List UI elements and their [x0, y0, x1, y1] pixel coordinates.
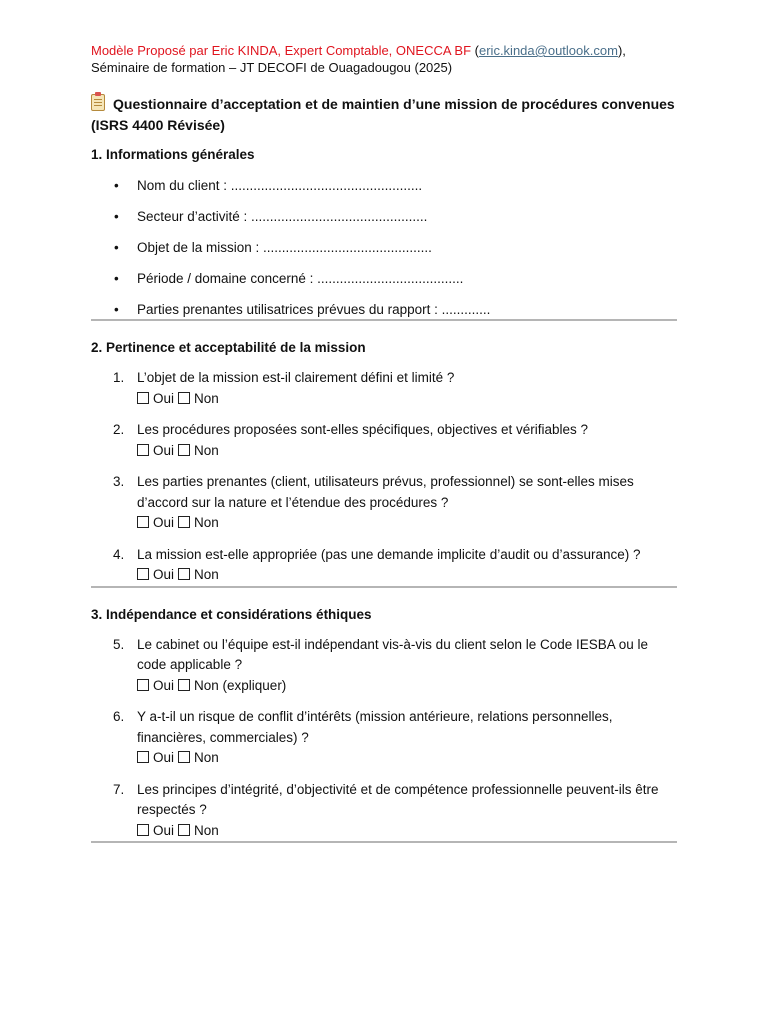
question-item: [91, 707, 677, 769]
question-text: La mission est-elle appropriée (pas une demande implicite d’audit ou d’assurance) ?: [137, 546, 641, 562]
checkbox-yes[interactable]: [137, 824, 149, 836]
document-title: [91, 94, 677, 136]
option-no-label: Non: [194, 515, 219, 530]
checkbox-no[interactable]: [178, 751, 190, 763]
question-text: Le cabinet ou l’équipe est-il indépendant vis-à-vis du client selon le Code IESBA ou le code applicable ?: [137, 636, 649, 672]
question-text: Les parties prenantes (client, utilisateurs prévus, professionnel) se sont-elles mises d’accord sur la nature et l’étendue des procédures ?: [137, 474, 634, 510]
question-number: 6.: [113, 709, 125, 724]
checkbox-yes[interactable]: [137, 444, 149, 456]
answer-options: [137, 676, 677, 697]
section-general-info: [91, 146, 677, 319]
question-item: [91, 545, 677, 586]
section-relevance: [91, 339, 677, 586]
question-number: 7.: [113, 781, 125, 797]
section-divider: [91, 841, 677, 843]
option-yes-label: Oui: [153, 442, 175, 458]
answer-options: [137, 389, 677, 410]
section-divider: [91, 319, 677, 321]
section-divider: [91, 586, 677, 588]
question-text: L’objet de la mission est-il clairement défini et limité ?: [137, 370, 455, 385]
answer-options: [137, 748, 677, 769]
checkbox-yes[interactable]: [137, 516, 149, 528]
header-paren-open: (: [471, 43, 479, 58]
section-2-heading: 2. Pertinence et acceptabilité de la mission: [91, 340, 366, 355]
checkbox-no[interactable]: [178, 444, 190, 456]
checkbox-yes[interactable]: [137, 568, 149, 580]
answer-options: [137, 441, 677, 462]
question-number: 5.: [113, 636, 125, 652]
header-paren-close: ),: [617, 43, 626, 58]
question-number: 2.: [113, 422, 125, 437]
list-item: • Période / domaine concerné : .......................................: [91, 270, 677, 288]
question-number: 1.: [113, 370, 125, 385]
list-item: • Nom du client : ...................................................: [91, 177, 677, 195]
document-page: [91, 42, 677, 843]
header-author: Modèle Proposé par Eric KINDA, Expert Comptable, ONECCA BF: [91, 43, 472, 58]
title-text: Questionnaire d’acceptation et de maintien d’une mission de procédures convenues (ISRS 4400 Révisée): [91, 96, 675, 133]
option-no-label: Non: [194, 750, 219, 765]
question-text: Y a-t-il un risque de conflit d’intérêts (mission antérieure, relations personnelles, financières, commerciales) ?: [137, 709, 613, 745]
question-text: Les principes d’intégrité, d’objectivité et de compétence professionnelle peuvent-ils être respectés ?: [137, 781, 659, 817]
checkbox-no[interactable]: [178, 516, 190, 528]
author-email-link[interactable]: eric.kinda@outlook.com: [479, 43, 618, 58]
checkbox-yes[interactable]: [137, 392, 149, 404]
question-item: [91, 472, 677, 534]
option-yes-label: Oui: [153, 750, 175, 765]
option-no-label: Non: [194, 442, 219, 458]
option-yes-label: Oui: [153, 677, 175, 693]
question-text: Les procédures proposées sont-elles spécifiques, objectives et vérifiables ?: [137, 422, 588, 437]
option-no-label: Non: [194, 677, 219, 693]
question-item: [91, 420, 677, 461]
header-seminar: Séminaire de formation – JT DECOFI de Ouagadougou (2025): [91, 60, 453, 75]
list-item: • Parties prenantes utilisatrices prévues du rapport : .............: [91, 301, 677, 319]
option-yes-label: Oui: [153, 390, 175, 406]
relevance-questions: [91, 368, 677, 586]
question-number: 4.: [113, 546, 125, 562]
option-yes-label: Oui: [153, 822, 175, 838]
answer-options: [137, 821, 677, 842]
clipboard-icon: [91, 94, 105, 111]
option-no-suffix: (expliquer): [218, 677, 287, 693]
option-no-label: Non: [194, 567, 219, 582]
checkbox-no[interactable]: [178, 568, 190, 580]
checkbox-no[interactable]: [178, 824, 190, 836]
option-no-label: Non: [194, 822, 219, 838]
question-item: [91, 368, 677, 409]
section-independence: [91, 606, 677, 842]
question-item: [91, 780, 677, 842]
option-no-label: Non: [194, 390, 219, 406]
independence-questions: [91, 635, 677, 842]
question-number: 3.: [113, 474, 125, 489]
document-header: [91, 42, 677, 76]
answer-options: [137, 513, 677, 534]
checkbox-yes[interactable]: [137, 679, 149, 691]
general-info-list: [91, 177, 677, 319]
checkbox-no[interactable]: [178, 679, 190, 691]
checkbox-no[interactable]: [178, 392, 190, 404]
answer-options: [137, 565, 677, 586]
option-yes-label: Oui: [153, 567, 175, 582]
header-line-1: [91, 42, 677, 59]
section-3-heading: 3. Indépendance et considérations éthiques: [91, 606, 372, 622]
checkbox-yes[interactable]: [137, 751, 149, 763]
section-1-heading: 1. Informations générales: [91, 147, 255, 162]
list-item: • Objet de la mission : .............................................: [91, 239, 677, 257]
question-item: [91, 635, 677, 697]
option-yes-label: Oui: [153, 515, 175, 530]
list-item: • Secteur d’activité : ...............................................: [91, 208, 677, 226]
